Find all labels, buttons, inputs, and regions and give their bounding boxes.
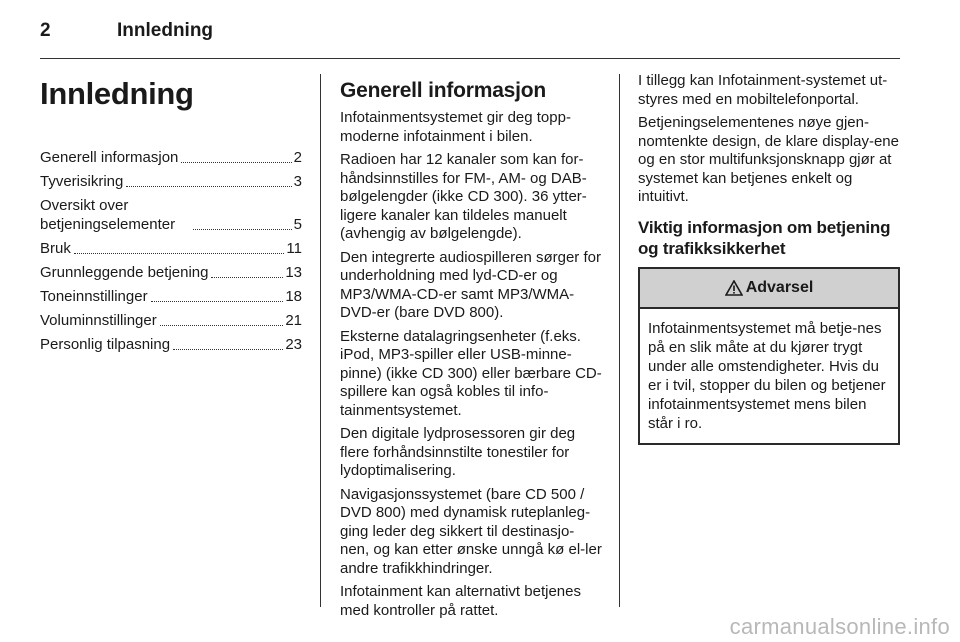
body-paragraph: Infotainmentsystemet gir deg topp-moderne infotainment i bilen.	[340, 109, 571, 145]
toc-entry-title: Voluminnstillinger	[40, 312, 157, 329]
toc-leader	[181, 162, 291, 163]
toc-entry[interactable]	[40, 263, 302, 282]
toc-leader	[126, 186, 291, 187]
warning-text: Infotainmentsystemet må betje-nes på en slik måte at du kjører trygt under alle omstendigheter. Hvis du er i tvil, stopper du bilen og betjener infotainmentsystemet mens bilen står i ro.	[648, 319, 886, 432]
toc-entry-page: 2	[293, 149, 302, 166]
toc-entry-title: Bruk	[40, 240, 71, 257]
toc-entry-title: Grunnleggende betjening	[40, 264, 209, 281]
toc-leader	[160, 325, 284, 326]
warning-icon	[725, 280, 743, 296]
toc-entry[interactable]	[40, 335, 302, 354]
body-paragraph: Infotainment kan alternativt betjenes med kontroller på rattet.	[340, 583, 581, 619]
watermark: carmanualsonline.info	[729, 614, 950, 639]
toc-entry-page: 18	[285, 288, 302, 305]
running-title: Innledning	[117, 20, 214, 41]
body-paragraph: Radioen har 12 kanaler som kan for-håndsinnstilles for FM-, AM- og DAB-bølgelengder (ikke CD 300). 36 ytter-ligere kanaler kan tildeles manuelt (avhengig av bølgelengde).	[340, 151, 587, 242]
toc-leader	[151, 301, 284, 302]
toc-entry-title: Generell informasjon	[40, 149, 179, 166]
body-paragraph: Betjeningselementenes nøye gjen-nomtenkte design, de klare display-ene og en stor multifunksjonsknapp gjør at systemet kan betjenes enkelt og intuitivt.	[638, 114, 899, 205]
column-divider	[320, 74, 321, 607]
header-rule	[40, 58, 900, 59]
toc-entry[interactable]	[40, 239, 302, 258]
toc-entry-title: Personlig tilpasning	[40, 336, 171, 353]
toc-entry[interactable]	[40, 172, 302, 191]
chapter-title: Innledning	[40, 76, 194, 111]
toc-entry-page: 21	[285, 312, 302, 329]
toc-entry[interactable]	[40, 148, 302, 167]
column-safety	[638, 72, 900, 445]
toc-entry-page: 3	[293, 173, 302, 190]
warning-box	[638, 267, 900, 445]
toc-entry[interactable]	[40, 287, 302, 306]
section-title: Generell informasjon	[340, 79, 547, 102]
toc-entry-title: Toneinnstillinger	[40, 288, 148, 305]
body-paragraph: Den digitale lydprosessoren gir deg flere forhåndsinnstilte tonestiler for lydoptimalisering.	[340, 425, 576, 479]
toc-entry[interactable]	[40, 196, 302, 234]
toc-leader	[193, 229, 292, 230]
column-general-info	[340, 72, 603, 625]
body-paragraph: Eksterne datalagringsenheter (f.eks. iPod, MP3-spiller eller USB-minne-pinne) (ikke CD 300) eller bærbare CD-spillere kan også kobles til info-tainmentsystemet.	[340, 327, 602, 419]
warning-header	[640, 269, 898, 309]
toc-entry-title: Oversikt over betjeningselementer	[40, 197, 176, 233]
toc-entry-page: 13	[285, 264, 302, 281]
body-paragraph: I tillegg kan Infotainment-systemet ut-styres med en mobiltelefonportal.	[638, 72, 888, 108]
toc-entry[interactable]	[40, 311, 302, 330]
subheading: Viktig informasjon om betjening og trafikksikkerhet	[638, 217, 891, 258]
body-paragraph: Navigasjonssystemet (bare CD 500 / DVD 800) med dynamisk ruteplanleg-ging leder deg sikkert til destinasjo-nen, og kan etter ønske unngå kø el-ler andre trafikkhindringer.	[340, 485, 602, 577]
table-of-contents	[40, 148, 302, 354]
toc-leader	[173, 349, 283, 350]
body-paragraph: Den integrerte audiospilleren sørger for underholdning med lyd-CD-er og MP3/WMA-CD-er samt MP3/WMA-DVD-er (bare DVD 800).	[340, 248, 601, 321]
column-toc	[40, 72, 302, 359]
toc-leader	[211, 277, 283, 278]
page-number: 2	[40, 20, 51, 41]
warning-label: Advarsel	[745, 278, 814, 296]
page-header	[40, 20, 900, 46]
toc-entry-page: 23	[285, 336, 302, 353]
toc-leader	[74, 253, 285, 254]
toc-entry-page: 11	[286, 240, 302, 257]
column-divider	[619, 74, 620, 607]
toc-entry-title: Tyverisikring	[40, 173, 124, 190]
toc-entry-page: 5	[293, 216, 302, 233]
